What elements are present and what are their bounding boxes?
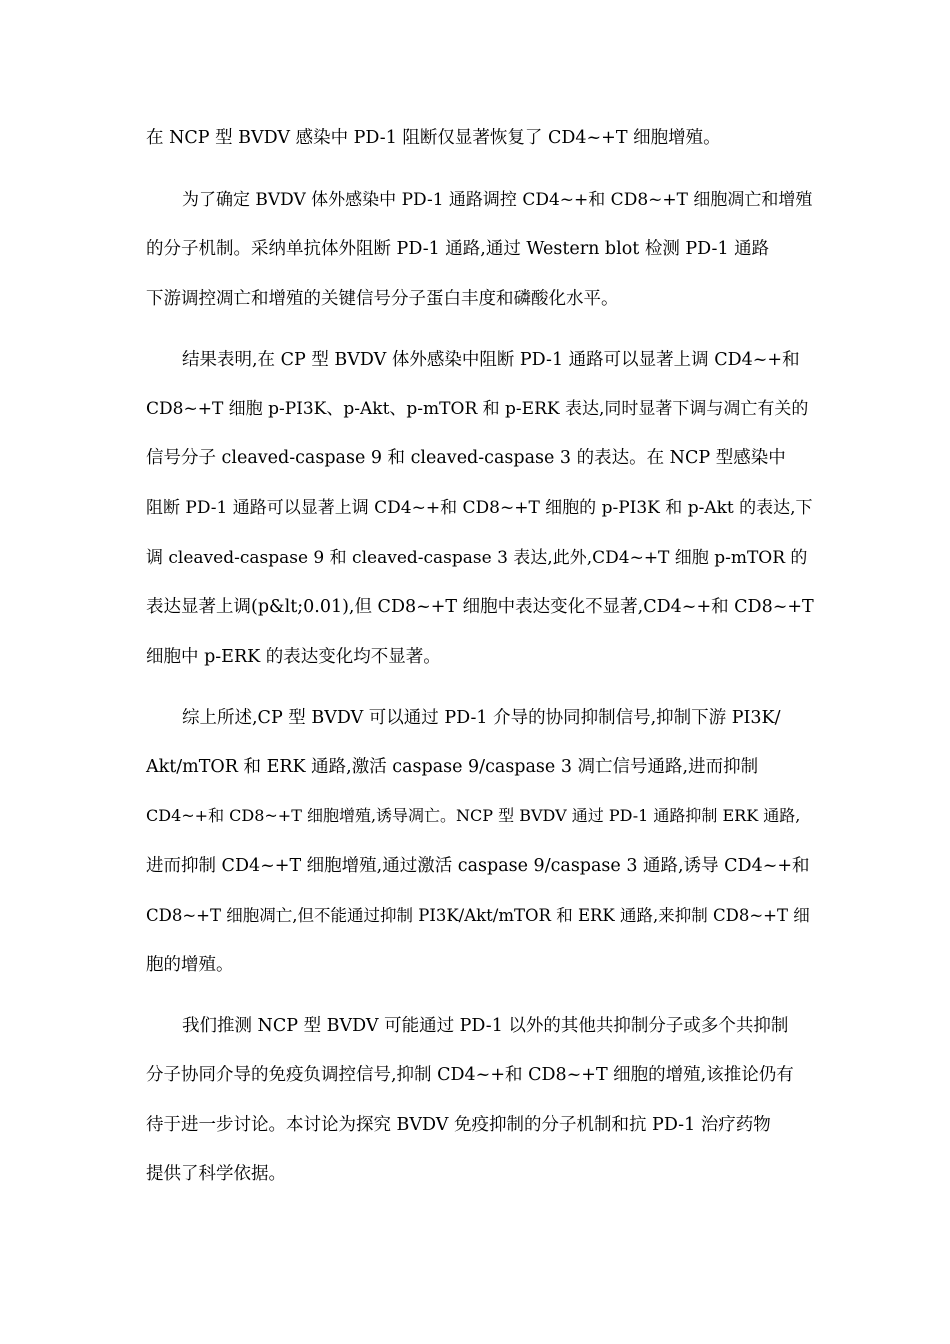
paragraph-2-line-5: 表达显著上调(p&lt;0.01),但 CD8~+T 细胞中表达变化不显著,CD4~+和 CD8~+T bbox=[146, 597, 814, 617]
paragraph-3-line-1: Akt/mTOR 和 ERK 通路,激活 caspase 9/caspase 3 凋亡信号通路,进而抑制 bbox=[146, 757, 759, 777]
paragraph-4-line-0: 我们推测 NCP 型 BVDV 可能通过 PD-1 以外的其他共抑制分子或多个共抑制 bbox=[182, 1016, 789, 1036]
paragraph-3-line-4: CD8~+T 细胞凋亡,但不能通过抑制 PI3K/Akt/mTOR 和 ERK 通路,来抑制 CD8~+T 细 bbox=[146, 906, 810, 925]
paragraph-2-line-4: 调 cleaved-caspase 9 和 cleaved-caspase 3 表达,此外,CD4~+T 细胞 p-mTOR 的 bbox=[146, 548, 808, 568]
paragraph-3-line-5: 胞的增殖。 bbox=[146, 955, 234, 975]
paragraph-4-line-3: 提供了科学依据。 bbox=[146, 1164, 286, 1184]
paragraph-3-line-2: CD4~+和 CD8~+T 细胞增殖,诱导凋亡。NCP 型 BVDV 通过 PD-1 通路抑制 ERK 通路, bbox=[146, 806, 801, 825]
paragraph-0-line-0: 在 NCP 型 BVDV 感染中 PD-1 阻断仅显著恢复了 CD4~+T 细胞增殖。 bbox=[146, 128, 721, 148]
paragraph-1-line-1: 的分子机制。采纳单抗体外阻断 PD-1 通路,通过 Western blot 检测 PD-1 通路 bbox=[146, 239, 770, 259]
paragraph-4-line-2: 待于进一步讨论。本讨论为探究 BVDV 免疫抑制的分子机制和抗 PD-1 治疗药物 bbox=[146, 1115, 771, 1135]
paragraph-2-line-3: 阻断 PD-1 通路可以显著上调 CD4~+和 CD8~+T 细胞的 p-PI3K 和 p-Akt 的表达,下 bbox=[146, 498, 813, 518]
paragraph-2-line-1: CD8~+T 细胞 p-PI3K、p-Akt、p-mTOR 和 p-ERK 表达,同时显著下调与凋亡有关的 bbox=[146, 399, 809, 419]
paragraph-4-line-1: 分子协同介导的免疫负调控信号,抑制 CD4~+和 CD8~+T 细胞的增殖,该推论仍有 bbox=[146, 1065, 794, 1085]
paragraph-2-line-2: 信号分子 cleaved-caspase 9 和 cleaved-caspase 3 的表达。在 NCP 型感染中 bbox=[146, 448, 786, 468]
paragraph-2-line-6: 细胞中 p-ERK 的表达变化均不显著。 bbox=[146, 647, 441, 667]
paragraph-2-line-0: 结果表明,在 CP 型 BVDV 体外感染中阻断 PD-1 通路可以显著上调 CD4~+和 bbox=[182, 350, 800, 370]
paragraph-1-line-2: 下游调控凋亡和增殖的关键信号分子蛋白丰度和磷酸化水平。 bbox=[146, 289, 619, 309]
paragraph-3-line-3: 进而抑制 CD4~+T 细胞增殖,通过激活 caspase 9/caspase 3 通路,诱导 CD4~+和 bbox=[146, 856, 810, 876]
paragraph-3-line-0: 综上所述,CP 型 BVDV 可以通过 PD-1 介导的协同抑制信号,抑制下游 PI3K/ bbox=[182, 708, 781, 728]
paragraph-1-line-0: 为了确定 BVDV 体外感染中 PD-1 通路调控 CD4~+和 CD8~+T 细胞凋亡和增殖 bbox=[182, 190, 813, 210]
